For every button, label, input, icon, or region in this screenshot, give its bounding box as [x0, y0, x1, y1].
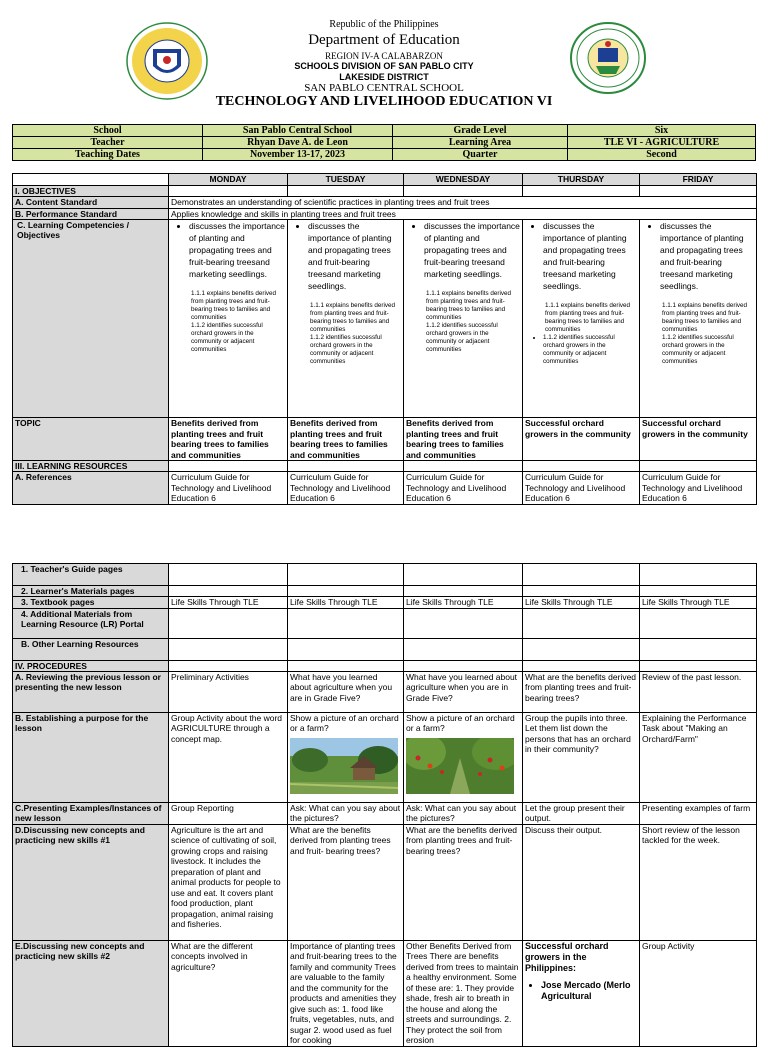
area-label: Learning Area — [393, 137, 568, 149]
procedure-b-tuesday-text: Show a picture of an orchard or a farm? — [290, 712, 399, 733]
day-header-blank — [13, 174, 169, 186]
procedure-e-wednesday: Other Benefits Derived from Trees There are benefits derived from trees to maintain a healthy environment. Some of these are: 1. They provide shade, fresh air to breath in the house and along the streets and surroundings. 2. They protect the soil from erosion — [404, 940, 523, 1046]
topic-tuesday: Benefits derived from planting trees and fruit bearing trees to families and communities — [288, 418, 404, 461]
reference-monday: Curriculum Guide for Technology and Livelihood Education 6 — [169, 472, 288, 505]
grade-value: Six — [568, 125, 756, 137]
procedure-d-friday: Short review of the lesson tackled for the week. — [640, 824, 757, 940]
competency-sub: 1.1.2 identifies successful orchard growers in the community or adjacent communities — [191, 322, 263, 353]
procedure-a-wednesday: What have you learned about agriculture when you are in Grade Five? — [404, 671, 523, 712]
dates-label: Teaching Dates — [13, 149, 203, 161]
area-value: TLE VI - AGRICULTURE — [568, 137, 756, 149]
competency-sub: 1.1.1 explains benefits derived from planting trees and fruit-bearing trees to families and communities — [545, 302, 631, 333]
competency-cell — [640, 220, 757, 418]
references-label: A. References — [13, 472, 169, 505]
textbook-thursday: Life Skills Through TLE — [523, 597, 640, 609]
lesson-plan-table — [12, 173, 757, 505]
orchard-photo-icon — [406, 738, 514, 794]
competency-sub: 1.1.1 explains benefits derived from planting trees and fruit-bearing trees to families and communities — [662, 302, 748, 333]
competency-bullet: • discusses the importance of planting and propagating trees and fruit-bearing treesand marketing seedlings. — [424, 220, 520, 280]
competency-bullet: • discusses the importance of planting and propagating trees and fruit-bearing treesand marketing seedlings. — [543, 220, 637, 292]
competency-cell — [169, 220, 288, 418]
other-resources-label: B. Other Learning Resources — [13, 638, 169, 660]
procedure-e-tuesday: Importance of planting trees and fruit-bearing trees to the family and community Trees are valuable to the family and the community for the products and amenities they give such as: 1. food like fruits, vegetables, nuts, and sugar 2. wood used as fuel for cooking — [288, 940, 404, 1046]
procedure-c-tuesday: Ask: What can you say about the pictures? — [288, 802, 404, 824]
competency-bullet: • discusses the importance of planting and propagating trees and fruit-bearing treesand marketing seedlings. — [308, 220, 401, 292]
procedure-d-wednesday: What are the benefits derived from planting trees and fruit- bearing trees? — [404, 824, 523, 940]
procedure-a-tuesday: What have you learned about agriculture when you are in Grade Five? — [288, 671, 404, 712]
procedures-table — [12, 563, 757, 1047]
region-line: REGION IV-A CALABARZON — [325, 51, 443, 61]
teacher-value: Rhyan Dave A. de Leon — [203, 137, 393, 149]
procedure-b-wednesday-text: Show a picture of an orchard or a farm? — [406, 712, 515, 733]
farm-photo-icon — [290, 738, 398, 794]
reference-wednesday: Curriculum Guide for Technology and Livelihood Education 6 — [404, 472, 523, 505]
procedure-b-tuesday — [288, 712, 404, 802]
competency-sub: 1.1.1 explains benefits derived from planting trees and fruit-bearing trees to families and communities — [426, 290, 512, 321]
procedure-d-monday: Agriculture is the art and science of cultivating of soil, growing crops and raising livestock. It includes the preparation of plant and animal products for people to use and eat. It covers plant food production, plant propagation, animal raising and fisheries. — [169, 824, 288, 940]
procedure-d-tuesday: What are the benefits derived from planting trees and fruit- bearing trees? — [288, 824, 404, 940]
procedure-e-friday: Group Activity — [640, 940, 757, 1046]
competency-cell — [404, 220, 523, 418]
competency-cell — [288, 220, 404, 418]
topic-monday: Benefits derived from planting trees and fruit bearing trees to families and communities — [169, 418, 288, 461]
procedure-d-label: D.Discussing new concepts and practicing new skills #1 — [13, 824, 169, 940]
procedure-c-label: C.Presenting Examples/Instances of new lesson — [13, 802, 169, 824]
school-label: School — [13, 125, 203, 137]
textbook-monday: Life Skills Through TLE — [169, 597, 288, 609]
day-header: WEDNESDAY — [404, 174, 523, 186]
competency-bullet: • discusses the importance of planting and propagating trees and fruit-bearing treesand marketing seedlings. — [660, 220, 754, 292]
topic-friday: Successful orchard growers in the community — [640, 418, 757, 461]
competency-sub: 1.1.1 explains benefits derived from planting trees and fruit-bearing trees to families and communities — [191, 290, 277, 321]
textbook-friday: Life Skills Through TLE — [640, 597, 757, 609]
info-table — [12, 124, 756, 161]
school-line: SAN PABLO CENTRAL SCHOOL — [304, 82, 464, 94]
grower-item: • Jose Mercado (Merlo Agricultural — [541, 980, 637, 1002]
dates-value: November 13-17, 2023 — [203, 149, 393, 161]
quarter-label: Quarter — [393, 149, 568, 161]
document-header — [0, 0, 768, 120]
teachers-guide-label: 1. Teacher's Guide pages — [13, 564, 169, 586]
procedure-a-label: A. Reviewing the previous lesson or presenting the new lesson — [13, 671, 169, 712]
day-header: THURSDAY — [523, 174, 640, 186]
subject-title: TECHNOLOGY AND LIVELIHOOD EDUCATION VI — [215, 94, 553, 109]
procedures-heading: IV. PROCEDURES — [13, 660, 169, 671]
textbook-wednesday: Life Skills Through TLE — [404, 597, 523, 609]
procedure-b-wednesday — [404, 712, 523, 802]
school-value: San Pablo Central School — [203, 125, 393, 137]
teacher-label: Teacher — [13, 137, 203, 149]
performance-standard-label: B. Performance Standard — [13, 208, 169, 220]
reference-friday: Curriculum Guide for Technology and Livelihood Education 6 — [640, 472, 757, 505]
day-header: TUESDAY — [288, 174, 404, 186]
department-line: Department of Education — [308, 32, 460, 48]
topic-label: TOPIC — [13, 418, 169, 461]
procedure-c-monday: Group Reporting — [169, 802, 288, 824]
procedure-e-thursday — [523, 940, 640, 1046]
textbook-label: 3. Textbook pages — [13, 597, 169, 609]
reference-tuesday: Curriculum Guide for Technology and Livelihood Education 6 — [288, 472, 404, 505]
procedure-c-friday: Presenting examples of farm — [640, 802, 757, 824]
procedure-b-thursday: Group the pupils into three. Let them list down the persons that has an orchard in their community? — [523, 712, 640, 802]
procedure-b-label: B. Establishing a purpose for the lesson — [13, 712, 169, 802]
procedure-d-thursday: Discuss their output. — [523, 824, 640, 940]
competency-cell — [523, 220, 640, 418]
day-header: MONDAY — [169, 174, 288, 186]
procedure-a-thursday: What are the benefits derived from planting trees and fruit-bearing trees? — [523, 671, 640, 712]
day-header: FRIDAY — [640, 174, 757, 186]
learners-materials-label: 2. Learner's Materials pages — [13, 586, 169, 597]
procedure-a-friday: Review of the past lesson. — [640, 671, 757, 712]
lr-portal-label: 4. Additional Materials from Learning Resource (LR) Portal — [13, 608, 169, 638]
growers-title: Successful orchard growers in the Philippines: — [525, 940, 609, 973]
procedure-c-thursday: Let the group present their output. — [523, 802, 640, 824]
competency-sub: • 1.1.2 identifies successful orchard growers in the community or adjacent communities — [543, 334, 637, 366]
procedure-a-monday: Preliminary Activities — [169, 671, 288, 712]
performance-standard-value: Applies knowledge and skills in planting trees and fruit trees — [169, 208, 757, 220]
reference-thursday: Curriculum Guide for Technology and Livelihood Education 6 — [523, 472, 640, 505]
procedure-b-friday: Explaining the Performance Task about "Making an Orchard/Farm" — [640, 712, 757, 802]
competency-bullet: • discusses the importance of planting and propagating trees and fruit-bearing treesand marketing seedlings. — [189, 220, 285, 280]
procedure-e-label: E.Discussing new concepts and practicing new skills #2 — [13, 940, 169, 1046]
quarter-value: Second — [568, 149, 756, 161]
republic-line: Republic of the Philippines — [329, 19, 439, 30]
competencies-label: C. Learning Competencies / Objectives — [13, 220, 169, 418]
content-standard-label: A. Content Standard — [13, 197, 169, 209]
topic-thursday: Successful orchard growers in the community — [523, 418, 640, 461]
grade-label: Grade Level — [393, 125, 568, 137]
content-standard-value: Demonstrates an understanding of scientific practices in planting trees and fruit trees — [169, 197, 757, 209]
objectives-heading: I. OBJECTIVES — [13, 186, 169, 197]
competency-sub: 1.1.2 identifies successful orchard growers in the community or adjacent communities — [662, 334, 734, 365]
topic-wednesday: Benefits derived from planting trees and fruit bearing trees to families and communities — [404, 418, 523, 461]
competency-sub: 1.1.2 identifies successful orchard growers in the community or adjacent communities — [426, 322, 498, 353]
competency-sub: 1.1.1 explains benefits derived from planting trees and fruit-bearing trees to families and communities — [310, 302, 396, 333]
competency-sub: 1.1.2 identifies successful orchard growers in the community or adjacent communities — [310, 334, 382, 365]
textbook-tuesday: Life Skills Through TLE — [288, 597, 404, 609]
division-line: SCHOOLS DIVISION OF SAN PABLO CITY — [294, 61, 474, 71]
procedure-e-monday: What are the different concepts involved in agriculture? — [169, 940, 288, 1046]
resources-heading: III. LEARNING RESOURCES — [13, 461, 169, 472]
district-line: LAKESIDE DISTRICT — [339, 72, 429, 82]
procedure-c-wednesday: Ask: What can you say about the pictures? — [404, 802, 523, 824]
procedure-b-monday: Group Activity about the word AGRICULTURE through a concept map. — [169, 712, 288, 802]
